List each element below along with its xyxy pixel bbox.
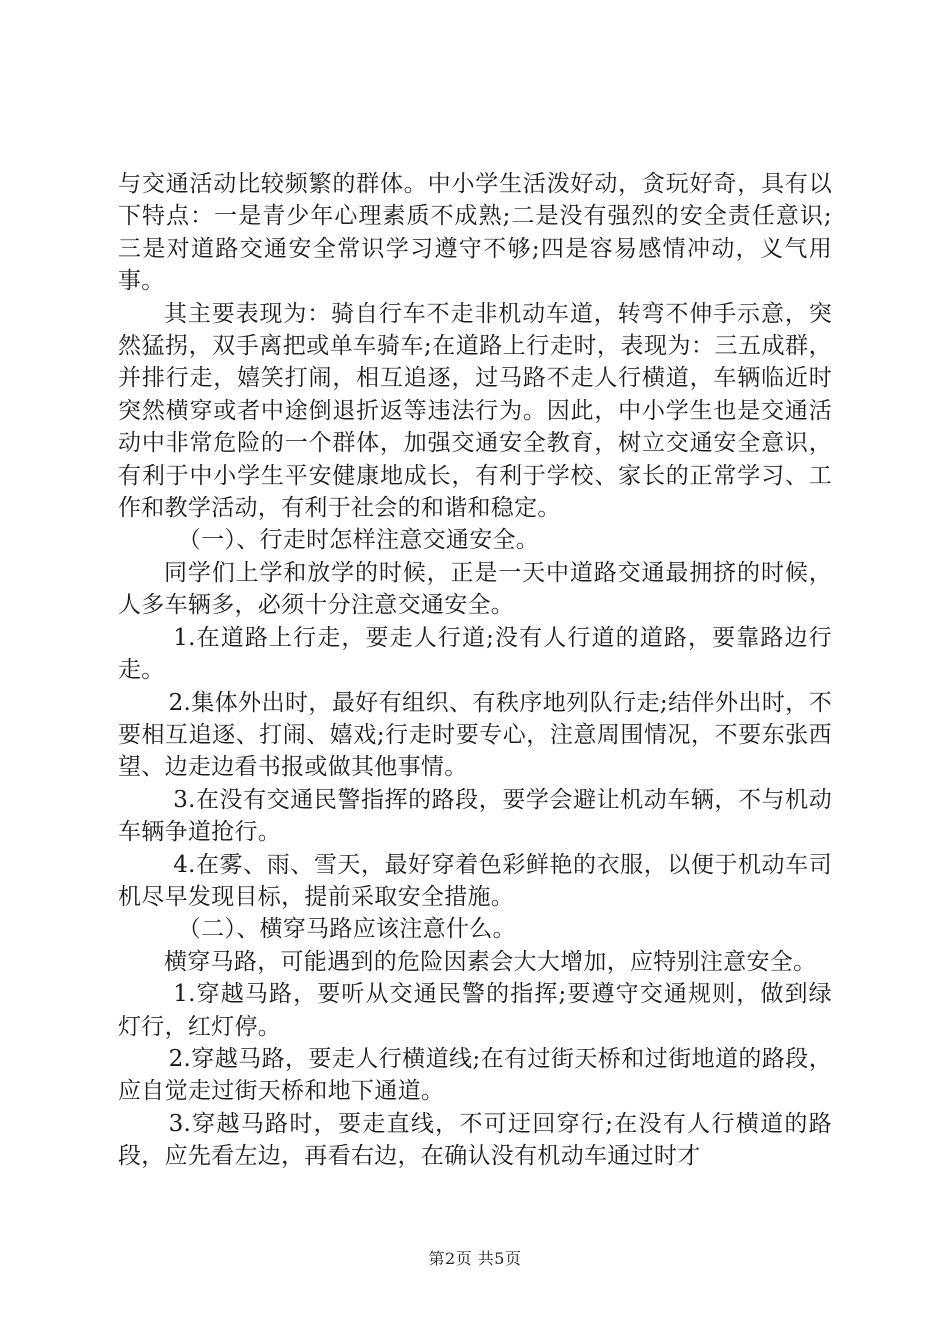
paragraph-crossing-intro: 横穿马路，可能遇到的危险因素会大大增加，应特别注意安全。 [164, 948, 817, 975]
section-heading-crossing: （二）、横穿马路应该注意什么。 [177, 916, 516, 943]
document-body [118, 168, 832, 1173]
paragraph-main-behaviors: 其主要表现为：骑自行车不走非机动车道，转弯不伸手示意，突然猛拐，双手离把或单车骑车;在道路上行走时，表现为：三五成群，并排行走，嬉笑打闹，相互追逐，过马路不走人行横道，车辆临近时突然横穿或者中途倒退折返等违法行为。因此，中小学生也是交通活动中非常危险的一个群体，加强交通安全教育，树立交通安全意识，有利于中小学生平安健康地成长，有利于学校、家长的正常学习、工作和教学活动，有利于社会的和谐和稳定。 [118, 300, 832, 522]
paragraph-walking-intro: 同学们上学和放学的时候，正是一天中道路交通最拥挤的时候，人多车辆多，必须十分注意交通安全。 [118, 559, 832, 619]
list-item-crossing-2: 2.穿越马路，要走人行横道线;在有过街天桥和过街地道的路段，应自觉走过街天桥和地下通道。 [118, 1045, 832, 1105]
page-number-footer: 第2页 共5页 [428, 1249, 522, 1268]
list-item-walking-2: 2.集体外出时，最好有组织、有秩序地列队行走;结伴外出时，不要相互追逐、打闹、嬉戏;行走时要专心，注意周围情况，不要东张西望、边走边看书报或做其他事情。 [118, 689, 832, 781]
list-item-walking-1: 1.在道路上行走，要走人行道;没有人行道的道路，要靠路边行走。 [118, 624, 832, 684]
list-item-walking-3: 3.在没有交通民警指挥的路段，要学会避让机动车辆，不与机动车辆争道抢行。 [118, 786, 832, 846]
list-item-crossing-1: 1.穿越马路，要听从交通民警的指挥;要遵守交通规则，做到绿灯行，红灯停。 [118, 981, 832, 1040]
list-item-walking-4: 4.在雾、雨、雪天，最好穿着色彩鲜艳的衣服，以便于机动车司机尽早发现目标，提前采取安全措施。 [118, 851, 832, 910]
list-item-crossing-3: 3.穿越马路时，要走直线，不可迂回穿行;在没有人行横道的路段，应先看左边，再看右边，在确认没有机动车通过时才 [118, 1110, 832, 1170]
section-heading-walking: （一）、行走时怎样注意交通安全。 [177, 527, 540, 554]
paragraph-intro-continuation: 与交通活动比较频繁的群体。中小学生活泼好动，贪玩好奇，具有以下特点：一是青少年心理素质不成熟;二是没有强烈的安全责任意识;三是对道路交通安全常识学习遵守不够;四是容易感情冲动，义气用事。 [118, 171, 832, 295]
